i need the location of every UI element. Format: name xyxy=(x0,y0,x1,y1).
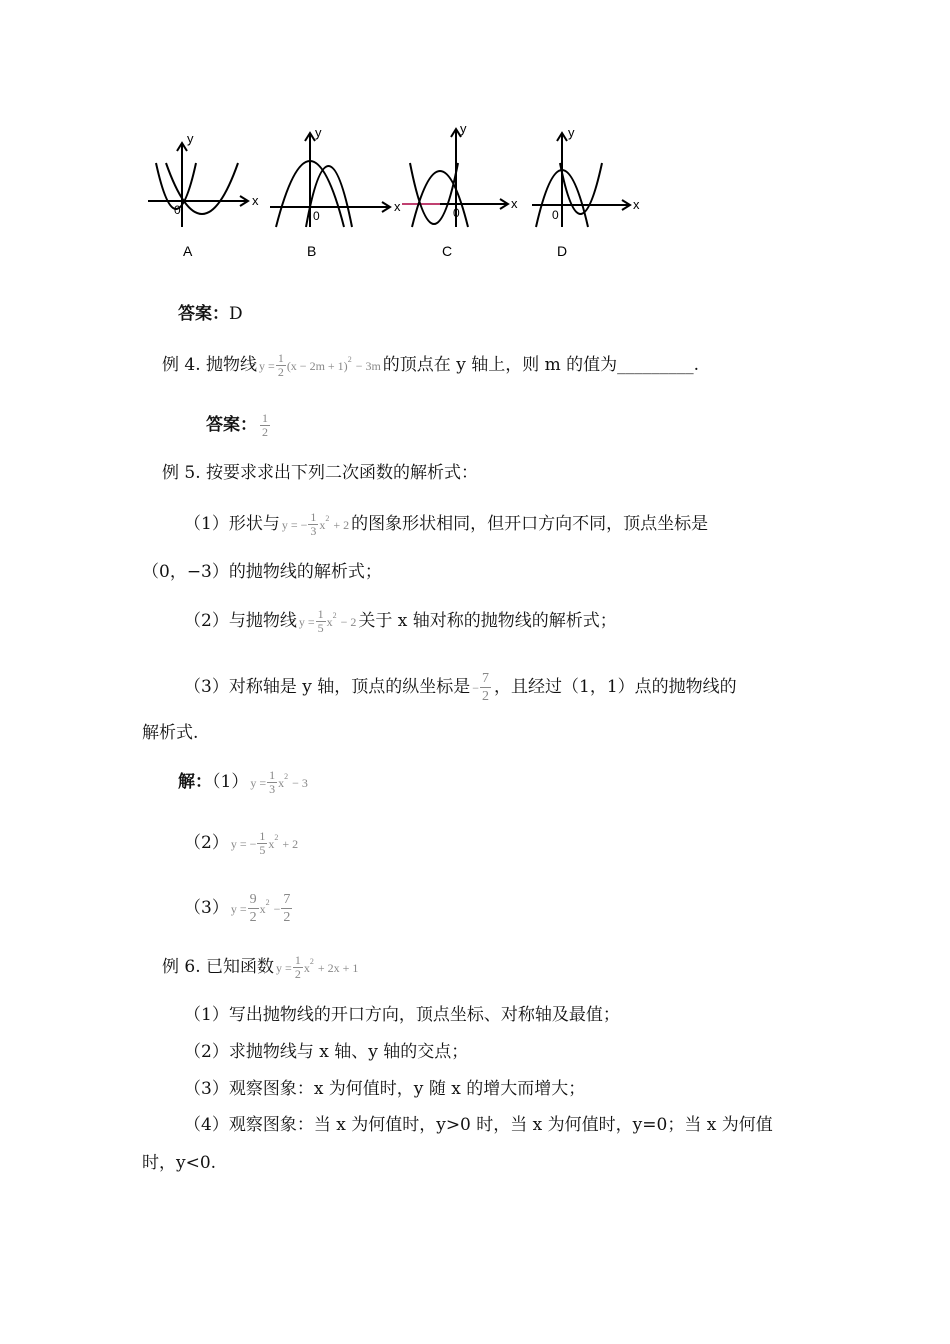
ex4-suffix: 的顶点在 y 轴上，则 m 的值为_________. xyxy=(382,355,700,375)
solution-2: （2） y = − $\frac{1}{5}$ x 2 + 2 xyxy=(184,829,299,857)
ex6-q4: （4）观察图象：当 x 为何值时，y>0 时，当 x 为何值时，y=0；当 x 为何值 xyxy=(184,1115,773,1135)
graph-d-label: D xyxy=(557,243,568,259)
ex5-part3-equation: − $\frac{7}{2}$ xyxy=(472,671,490,704)
graph-c-y-label: y xyxy=(460,121,467,136)
graph-c-label: C xyxy=(442,243,453,259)
graph-a-label: A xyxy=(183,243,193,259)
ex4-answer-value: $\frac{1}{2}$ xyxy=(262,411,268,439)
ex4-question xyxy=(162,352,699,379)
graph-b-x-label: x xyxy=(394,199,401,214)
solution-3-equation: y = $\frac{9}{2}$ x 2 − $\frac{7}{2}$ xyxy=(230,892,291,925)
solution-1: 解：（1） y = $\frac{1}{3}$ x 2 − 3 xyxy=(178,768,308,796)
ex5-part2: （2）与抛物线 y = $\frac{1}{5}$ x 2 − 2 关于 x 轴对称的抛物线的解析式； xyxy=(184,607,617,635)
ex4-equation: y = $\frac{1}{2}$ (x − 2m + 1) 2 − 3m xyxy=(259,351,381,379)
graph-a xyxy=(148,131,259,259)
graph-a-origin: 0 xyxy=(174,203,181,217)
graph-a-x-label: x xyxy=(252,193,259,208)
graph-c xyxy=(402,121,518,259)
graph-c-parabola-1 xyxy=(410,163,458,224)
graph-d xyxy=(532,125,640,259)
graph-panels xyxy=(140,115,650,275)
ex4-answer xyxy=(206,412,273,439)
ex6-q3: （3）观察图象：x 为何值时，y 随 x 的增大而增大； xyxy=(184,1079,586,1099)
ex6-equation: y = $\frac{1}{2}$ x 2 + 2x + 1 xyxy=(276,953,359,981)
graph-b xyxy=(270,125,401,259)
ex6-q2: （2）求抛物线与 x 轴、y 轴的交点； xyxy=(184,1042,469,1062)
graph-c-origin: 0 xyxy=(453,206,460,220)
ex5-part3: （3）对称轴是 y 轴，顶点的纵坐标是 − $\frac{7}{2}$ ，且经过（1，1）点的抛物线的 xyxy=(184,671,737,704)
graph-a-y-label: y xyxy=(187,131,194,146)
ex5-part1: （1）形状与 y = − $\frac{1}{3}$ x 2 + 2 的图象形状相同，但开口方向不同，顶点坐标是 xyxy=(184,510,709,538)
graph-b-label: B xyxy=(307,243,317,259)
graph-d-x-label: x xyxy=(633,197,640,212)
solution-3: （3） y = $\frac{9}{2}$ x 2 − $\frac{7}{2}$ xyxy=(184,891,295,926)
q3-answer-label: 答案： xyxy=(178,304,229,324)
solution-label: 解： xyxy=(178,772,212,792)
ex5-part3-line2: 解析式. xyxy=(142,723,199,743)
ex4-answer-label: 答案： xyxy=(206,415,257,435)
ex6-q4-line2: 时，y<0. xyxy=(142,1153,217,1173)
solution-2-equation: y = − $\frac{1}{5}$ x 2 + 2 xyxy=(230,829,299,857)
ex5-part1-line2: （0，−3）的抛物线的解析式； xyxy=(142,562,382,582)
q3-answer-value: D xyxy=(229,304,243,324)
ex4-prefix: 例 4. 抛物线 xyxy=(162,355,258,375)
graph-b-y-label: y xyxy=(315,125,322,140)
graph-d-y-label: y xyxy=(568,125,575,140)
solution-1-equation: y = $\frac{1}{3}$ x 2 − 3 xyxy=(250,768,308,796)
graph-d-origin: 0 xyxy=(552,208,559,222)
q3-answer xyxy=(178,303,243,325)
ex6-q1: （1）写出抛物线的开口方向，顶点坐标、对称轴及最值； xyxy=(184,1005,620,1025)
ex6-question: 例 6. 已知函数 y = $\frac{1}{2}$ x 2 + 2x + 1 xyxy=(162,953,359,981)
ex5-part1-equation: y = − $\frac{1}{3}$ x 2 + 2 xyxy=(281,510,350,538)
graph-b-origin: 0 xyxy=(313,209,320,223)
ex5-part2-equation: y = $\frac{1}{5}$ x 2 − 2 xyxy=(298,607,357,635)
ex5-title: 例 5. 按要求求出下列二次函数的解析式： xyxy=(162,463,479,483)
graph-c-x-label: x xyxy=(511,196,518,211)
